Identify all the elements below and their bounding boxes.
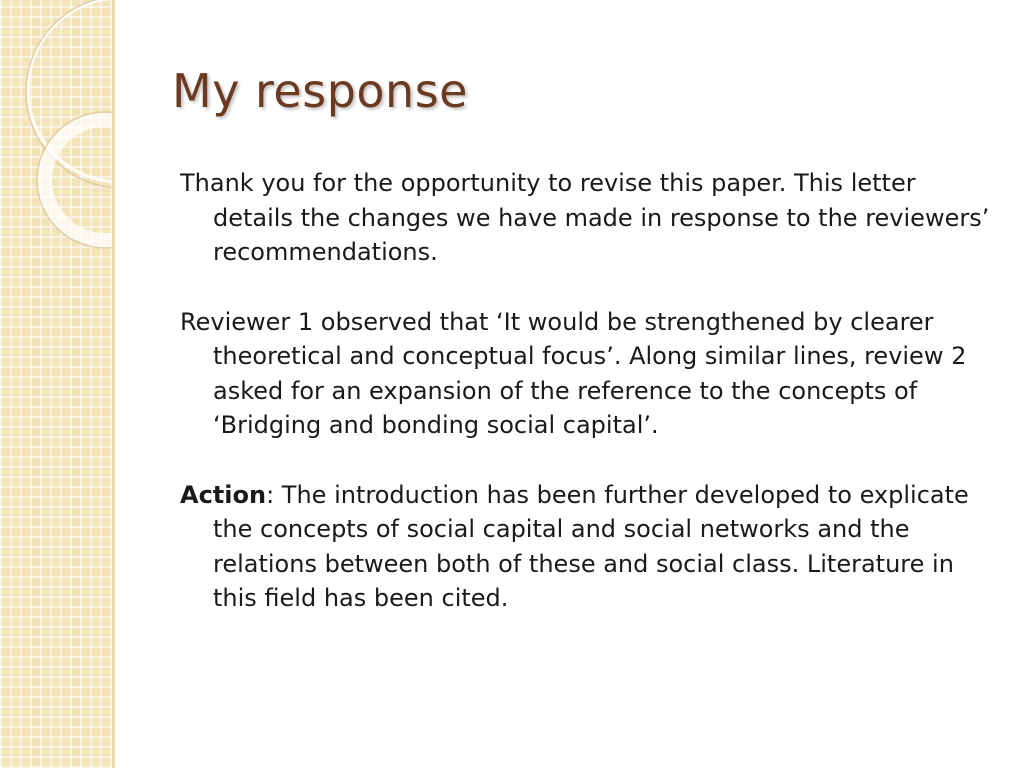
paragraph-reviewers-text: Reviewer 1 observed that ‘It would be strengthened by clearer theoretical and conceptual focus’. Along similar lines, review 2 asked for an expansion of the reference to the concepts of ‘Bridging and bonding social capital’. <box>180 307 967 439</box>
paragraph-action-text: The introduction has been further developed to explicate the concepts of social capital and social networks and the relations between both of these and social class. Literature in this field has been cited. <box>213 480 969 612</box>
paragraph-action <box>180 478 990 616</box>
paragraph-intro <box>180 166 990 270</box>
decorative-side-panel <box>0 0 115 768</box>
slide-title: My response <box>172 64 468 118</box>
slide-body <box>180 166 990 651</box>
decorative-rings-icon <box>0 0 112 768</box>
paragraph-reviewers <box>180 305 990 443</box>
action-separator: : <box>266 480 282 509</box>
action-label: Action <box>180 480 267 509</box>
paragraph-intro-text: Thank you for the opportunity to revise this paper. This letter details the changes we have made in response to the reviewers’ recommendations. <box>180 169 990 266</box>
